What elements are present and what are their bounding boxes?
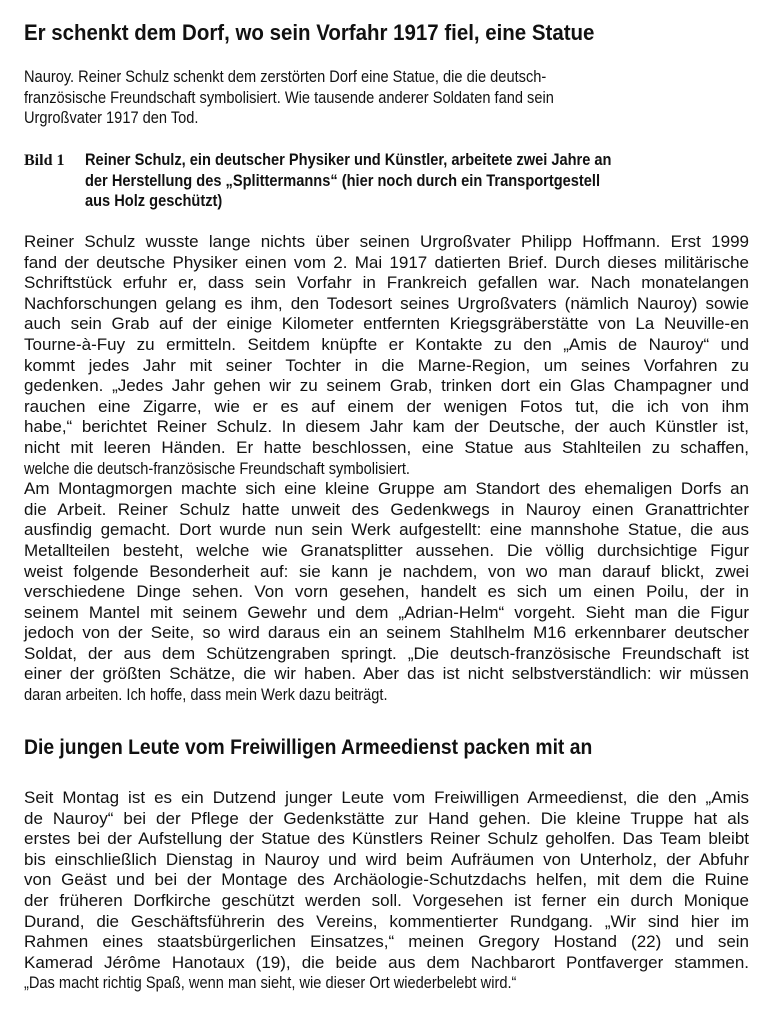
body-line: verschiedene Dinge sehen. Von vorn gesehen, handelt es sich um einen Poilu, der in <box>24 582 749 602</box>
body-line: Rahmen eines staatsbürgerlichen Einsatzes,“ meinen Gregory Hostand (22) und sein <box>24 932 749 952</box>
body-line: fand der deutsche Physiker einen vom 2. Mai 1917 datierten Brief. Durch dieses militärische <box>24 252 749 272</box>
article-lead <box>24 67 749 129</box>
body-line: Tourne-à-Fuy zu ermitteln. Seitdem knüpfte er Kontakte zu den „Amis de Nauroy“ und <box>24 334 749 354</box>
body-line: jedoch von der Seite, so wird daraus ein an seinem Stahlhelm M16 erkennbarer deutscher <box>24 623 749 643</box>
lead-line: französische Freundschaft symbolisiert. Wie tausende anderer Soldaten fand sein <box>24 87 554 107</box>
body-line: „Das macht richtig Spaß, wenn man sieht, wie dieser Ort wiederbelebt wird.“ <box>24 973 517 993</box>
body-line: einer der größten Schätze, die wir haben. Aber das ist nicht selbstverständlich: wir müssen <box>24 664 749 684</box>
body-line: welche die deutsch-französische Freundschaft symbolisiert. <box>24 458 410 478</box>
body-line: Metallteilen besteht, welche wie Granatsplitter aussehen. Die völlig durchsichtige Figur <box>24 540 749 560</box>
body-line: habe,“ berichtet Reiner Schulz. In diesem Jahr kam der Deutsche, der auch Künstler ist, <box>24 417 749 437</box>
body-line: bis einschließlich Dienstag in Nauroy und wird beim Aufräumen von Unterholz, der Abfuhr <box>24 849 749 869</box>
caption-text <box>85 150 745 212</box>
body-line: Durand, die Geschäftsführerin des Vereins, kommentierter Rundgang. „Wir sind hier im <box>24 911 749 931</box>
body-line: gedenken. „Jedes Jahr gehen wir zu seinem Grab, trinken dort ein Glas Champagner und <box>24 376 749 396</box>
body-line: Seit Montag ist es ein Dutzend junger Leute vom Freiwilligen Armeedienst, die den „Amis <box>24 788 749 807</box>
lead-line: Nauroy. Reiner Schulz schenkt dem zerstörten Dorf eine Statue, die die deutsch- <box>24 67 547 86</box>
body-line: Schriftstück erfuhr er, dass sein Vorfahr in Frankreich gefallen war. Nach monatelangen <box>24 273 749 293</box>
caption-line: Reiner Schulz, ein deutscher Physiker und Künstler, arbeitete zwei Jahre an <box>85 150 612 169</box>
caption-label: Bild 1 <box>24 152 65 169</box>
body-line: Soldat, der aus dem Schützengraben springt. „Die deutsch-französische Freundschaft ist <box>24 643 749 663</box>
body-line: Nachforschungen gelang es ihm, den Todesort seines Urgroßvaters (nämlich Nauroy) sowie <box>24 293 749 313</box>
body-line: erstes bei der Aufstellung der Statue des Künstlers Reiner Schulz geholfen. Das Team bleibt <box>24 829 749 849</box>
body-line: der früheren Dorfkirche geschützt werden soll. Vorgesehen ist ferner ein durch Monique <box>24 890 749 910</box>
section-heading: Die jungen Leute vom Freiwilligen Armeedienst packen mit an <box>24 736 593 759</box>
body-line: daran arbeiten. Ich hoffe, dass mein Werk dazu beiträgt. <box>24 685 388 705</box>
caption-line: aus Holz geschützt) <box>85 191 223 210</box>
body-line: de Nauroy“ bei der Pflege der Gedenkstätte zur Hand gehen. Die kleine Truppe hat als <box>24 808 749 828</box>
lead-line: Urgroßvater 1917 den Tod. <box>24 108 199 127</box>
body-line: nicht mit leeren Händen. Er hatte beschlossen, eine Statue aus Stahlteilen zu schaffen, <box>24 437 749 457</box>
body-line: kommt jedes Jahr mit seiner Tochter in die Marne-Region, um seines Vorfahren zu <box>24 355 749 375</box>
article-body <box>24 232 749 706</box>
article-body-section-2 <box>24 788 749 994</box>
body-line: auch sein Grab auf der einige Kilometer entfernten Kriegsgräberstätte von La Neuville-en <box>24 314 749 334</box>
body-line: Am Montagmorgen machte sich eine kleine Gruppe am Standort des ehemaligen Dorfs an <box>24 479 749 499</box>
body-line: seinem Mantel mit seinem Gewehr und dem „Adrian-Helm“ vorgeht. Sieht man die Figur <box>24 602 749 622</box>
article-title: Er schenkt dem Dorf, wo sein Vorfahr 1917 fiel, eine Statue <box>24 20 595 45</box>
body-line: Kamerad Jérôme Hanotaux (19), die beide aus dem Nachbarort Pontfaverger stammen. <box>24 952 749 972</box>
body-line: Reiner Schulz wusste lange nichts über seinen Urgroßvater Philipp Hoffmann. Erst 1999 <box>24 232 749 251</box>
body-line: die Arbeit. Reiner Schulz hatte unweit des Gedenkwegs in Nauroy einen Granattrichter <box>24 499 749 519</box>
caption-line: der Herstellung des „Splittermanns“ (hier noch durch ein Transportgestell <box>85 170 601 190</box>
body-line: rauchen eine Zigarre, wie er es auf einem der wenigen Fotos tut, die ich von ihm <box>24 396 749 416</box>
body-line: ausfindig gemacht. Dort wurde nun sein Werk aufgestellt: eine mannshohe Statue, die aus <box>24 520 749 540</box>
body-line: von Geäst und bei der Montage des Archäologie-Schutzdachs helfen, mit dem die Ruine <box>24 870 749 890</box>
body-line: weist folgende Besonderheit auf: sie kann je nachdem, von wo man darauf blickt, zwei <box>24 561 749 581</box>
